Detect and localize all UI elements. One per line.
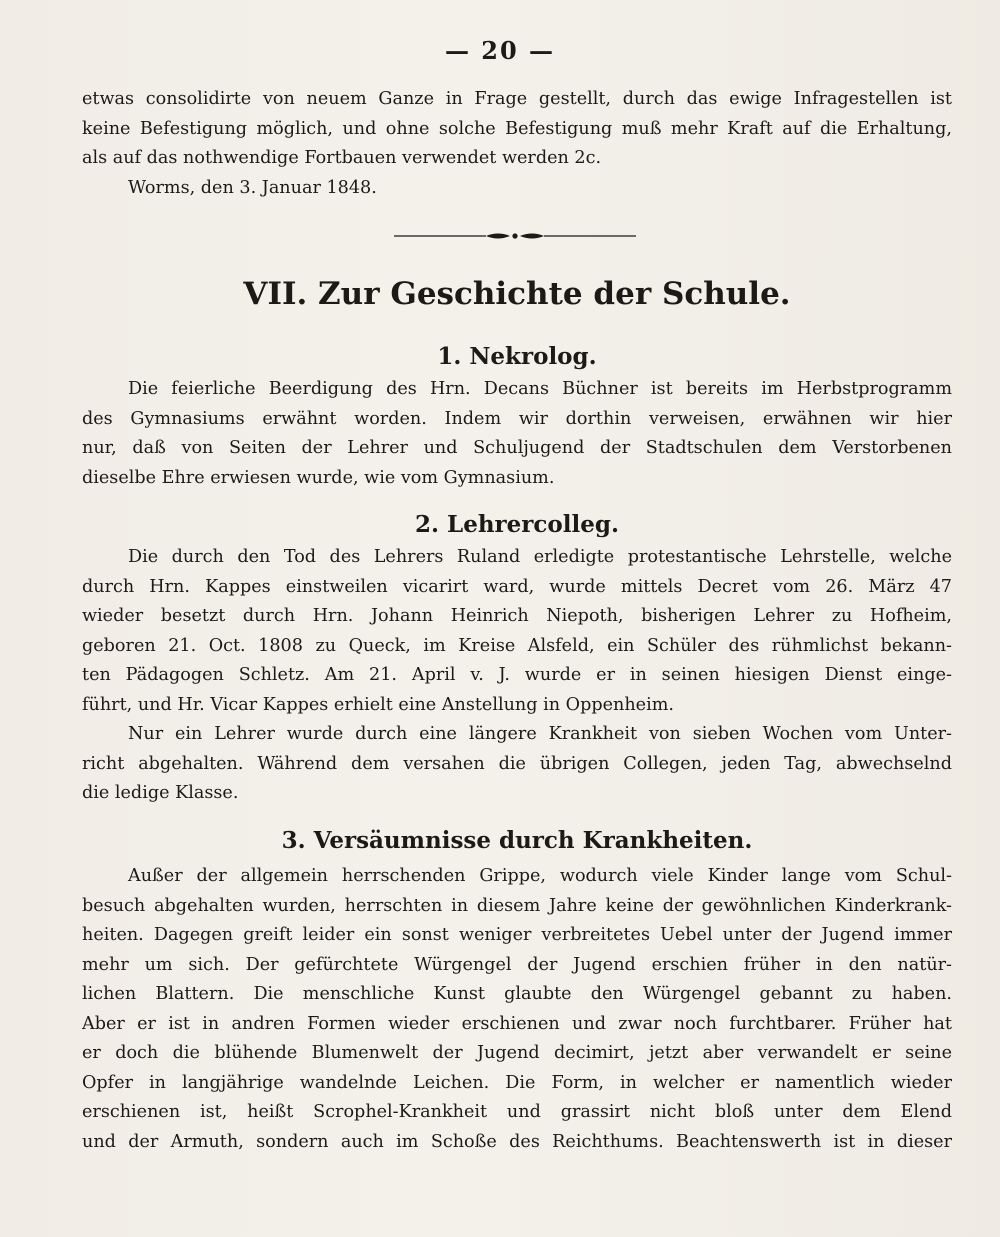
text-line: Die durch den Tod des Lehrers Ruland erledigte protestantische Lehrstelle, welche [128,547,952,567]
text-line: dieselbe Ehre erwiesen wurde, wie vom Gymnasium. [82,467,555,488]
section-heading-lehrercolleg: 2. Lehrercolleg. [415,511,619,538]
text-line: keine Befestigung möglich, und ohne solche Befestigung muß mehr Kraft auf die Erhaltung, [82,118,952,139]
section-heading-versaeumnisse: 3. Versäumnisse durch Krankheiten. [281,827,753,854]
section-lehrercolleg-body [82,543,952,809]
section-heading-nekrolog: 1. Nekrolog. [437,343,597,370]
text-line: er doch die blühende Blumenwelt der Jugend decimirt, jetzt aber verwandelt er seine [82,1043,952,1063]
text-line: Die feierliche Beerdigung des Hrn. Decans Büchner ist bereits im Herbstprogramm [128,379,952,399]
text-line: die ledige Klasse. [82,783,239,803]
text-line: wieder besetzt durch Hrn. Johann Heinrich Niepoth, bisherigen Lehrer zu Hofheim, [82,606,952,626]
dateline: Worms, den 3. Januar 1848. [128,177,377,198]
text-line: und der Armuth, sondern auch im Schoße des Reichthums. Beachtenswerth ist in dieser [82,1131,952,1152]
text-line: Opfer in langjährige wandelnde Leichen. Die Form, in welcher er namentlich wieder [82,1072,952,1093]
text-line: Nur ein Lehrer wurde durch eine längere Krankheit von sieben Wochen vom Unter- [128,724,952,744]
text-line: führt, und Hr. Vicar Kappes erhielt eine Anstellung in Oppenheim. [82,694,674,715]
text-line: besuch abgehalten wurden, herrschten in diesem Jahre keine der gewöhnlichen Kinderkrank- [82,895,952,916]
text-line: etwas consolidirte von neuem Ganze in Frage gestellt, durch das ewige Infragestellen ist [82,89,952,109]
page-number: — 20 — [444,36,556,65]
text-line: Aber er ist in andren Formen wieder erschienen und zwar noch furchtbarer. Früher hat [82,1013,952,1034]
section-nekrolog-body [82,375,952,493]
text-line: richt abgehalten. Während dem versahen die übrigen Collegen, jeden Tag, abwechselnd [82,753,952,774]
text-line: mehr um sich. Der gefürchtete Würgengel der Jugend erschien früher in den natür- [82,954,952,975]
text-line: durch Hrn. Kappes einstweilen vicarirt ward, wurde mittels Decret vom 26. März 47 [82,576,952,597]
text-line: des Gymnasiums erwähnt worden. Indem wir dorthin verweisen, erwähnen wir hier [82,408,952,429]
text-line: Außer der allgemein herrschenden Grippe, wodurch viele Kinder lange vom Schul- [128,866,952,886]
continuation-block [82,85,952,203]
section-versaeumnisse-body [82,862,952,1157]
text-line: geboren 21. Oct. 1808 zu Queck, im Kreise Alsfeld, ein Schüler des rühmlichst bekann- [82,635,952,656]
text-line: lichen Blattern. Die menschliche Kunst glaubte den Würgengel gebannt zu haben. [82,984,952,1004]
text-line: erschienen ist, heißt Scrophel-Krankheit und grassirt nicht bloß unter dem Elend [82,1102,952,1122]
text-line: heiten. Dagegen greift leider ein sonst weniger verbreitetes Uebel unter der Jugend immer [82,925,952,945]
text-line: nur, daß von Seiten der Lehrer und Schuljugend der Stadtschulen dem Verstorbenen [82,438,952,458]
text-line: ten Pädagogen Schletz. Am 21. April v. J. wurde er in seinen hiesigen Dienst einge- [82,665,952,685]
text-line: als auf das nothwendige Fortbauen verwendet werden 2c. [82,148,602,168]
ornamental-divider [394,232,636,240]
chapter-title: VII. Zur Geschichte der Schule. [243,276,791,312]
